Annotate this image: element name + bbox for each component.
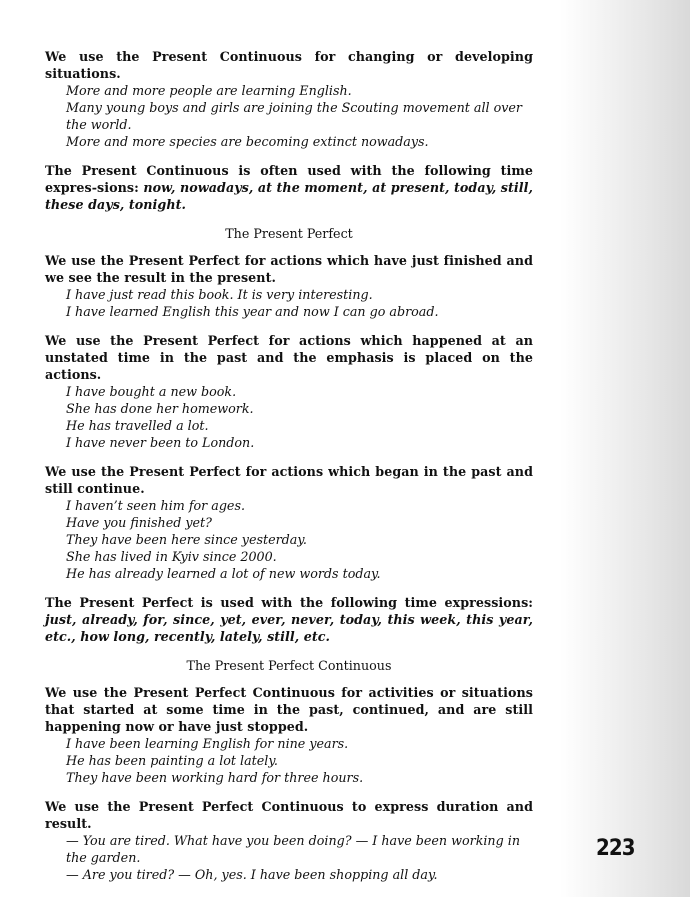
rule-plain: The Present Perfect is used with the following time expressions: [45, 595, 533, 610]
rule-text: We use the Present Perfect Continuous for activities or situations that started at some time in the past, continued, and are still happening now or have just stopped. [45, 685, 533, 734]
section-heading-present-perfect: The Present Perfect [225, 226, 353, 241]
time-expressions: now, nowadays, at the moment, at present, today, still, these days, tonight. [45, 180, 533, 212]
example-line: They have been here since yesterday. [66, 532, 307, 547]
rule-text: We use the Present Perfect Continuous to express duration and result. [45, 799, 533, 831]
example-line: He has already learned a lot of new words today. [66, 566, 381, 581]
example-line: I have learned English this year and now I can go abroad. [66, 304, 439, 319]
example-line: She has lived in Kyiv since 2000. [66, 549, 277, 564]
section-present-perfect-just-finished [45, 252, 533, 320]
example-line: I have just read this book. It is very interesting. [66, 287, 373, 302]
section-present-perfect-continuous-activities [45, 684, 533, 786]
section-present-perfect-began-in-past [45, 463, 533, 582]
example-line: I haven’t seen him for ages. [66, 498, 245, 513]
example-line: — You are tired. What have you been doing? — I have been working in the garden. [66, 833, 520, 865]
example-line: More and more people are learning English. [66, 83, 352, 98]
example-line: I have been learning English for nine years. [66, 736, 349, 751]
example-line: Many young boys and girls are joining the Scouting movement all over the world. [66, 100, 522, 132]
example-line: He has travelled a lot. [66, 418, 209, 433]
section-heading-present-perfect-continuous: The Present Perfect Continuous [186, 658, 392, 673]
example-line: I have never been to London. [66, 435, 255, 450]
example-line: I have bought a new book. [66, 384, 237, 399]
rule-text: We use the Present Perfect for actions which began in the past and still continue. [45, 464, 533, 496]
example-line: She has done her homework. [66, 401, 254, 416]
page-number: 223 [596, 836, 635, 861]
rule-text [45, 594, 533, 645]
rule-text: We use the Present Perfect for actions which have just finished and we see the result in the present. [45, 253, 533, 285]
rule-text: We use the Present Continuous for changing or developing situations. [45, 49, 533, 81]
section-present-continuous-changing [45, 48, 533, 150]
section-present-continuous-time-expressions [45, 162, 533, 213]
section-present-perfect-continuous-duration [45, 798, 533, 883]
example-line: Have you finished yet? [66, 515, 212, 530]
example-line: He has been painting a lot lately. [66, 753, 278, 768]
example-line: They have been working hard for three hours. [66, 770, 364, 785]
section-present-perfect-time-expressions [45, 594, 533, 645]
rule-text [45, 162, 533, 213]
example-line: More and more species are becoming extinct nowadays. [66, 134, 429, 149]
section-present-perfect-unstated-time [45, 332, 533, 451]
rule-plain: The Present Continuous is often used with the following time expres-sions: [45, 163, 533, 195]
page-content [45, 48, 533, 895]
time-expressions: just, already, for, since, yet, ever, never, today, this week, this year, etc., how long, recently, lately, still, etc. [45, 612, 533, 644]
example-line: — Are you tired? — Oh, yes. I have been shopping all day. [66, 867, 438, 882]
rule-text: We use the Present Perfect for actions which happened at an unstated time in the past and the emphasis is placed on the actions. [45, 333, 533, 382]
